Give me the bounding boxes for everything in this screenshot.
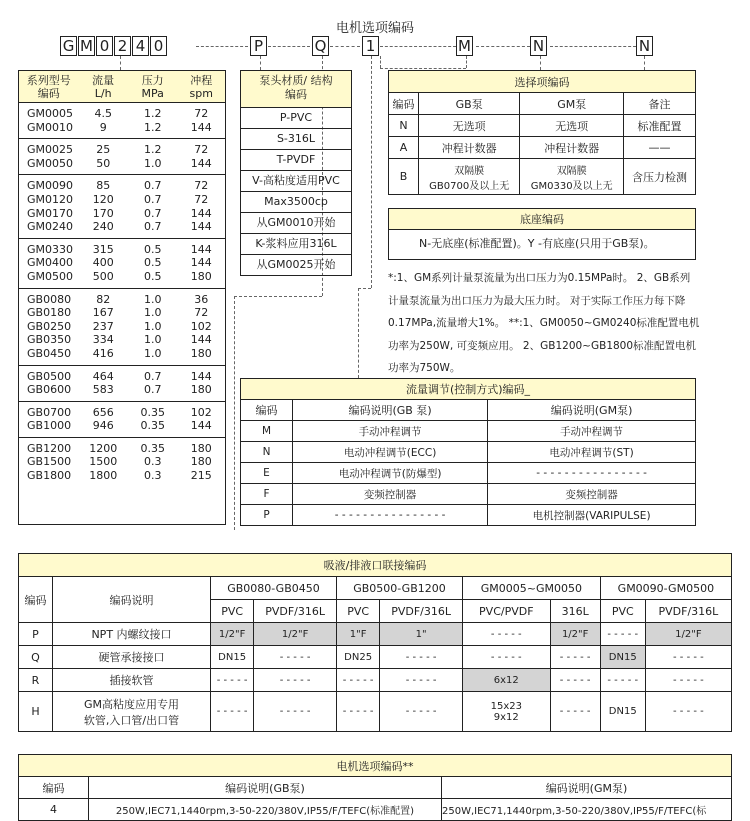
material-header-sub: 编码 xyxy=(285,88,307,101)
flow-cell: 电动冲程调节(ST) xyxy=(488,442,696,463)
series-cell: GM0010 xyxy=(27,120,74,134)
flow-cell: N xyxy=(241,442,293,463)
series-cell: 400 xyxy=(92,256,114,270)
series-row xyxy=(19,220,225,234)
suction-cell: - - - - - xyxy=(600,669,645,692)
material-header xyxy=(240,70,352,108)
suction-row-desc: 插接软管 xyxy=(53,669,211,692)
material-item: T-PVDF xyxy=(240,150,352,171)
series-cell: 416 xyxy=(92,346,114,360)
base-text: N-无底座(标准配置)。Y -有底座(只用于GB泵)。 xyxy=(388,230,696,260)
material-item: V-高粘度适用PVC xyxy=(240,171,352,192)
suction-group-2: GM0005~GM0050 xyxy=(463,577,601,600)
suction-cell: 1" xyxy=(380,623,463,646)
material-item: K-浆料应用316L xyxy=(240,234,352,255)
series-cell: 334 xyxy=(92,333,114,347)
series-row xyxy=(19,293,225,307)
code-char-box: N xyxy=(636,36,653,56)
suction-row xyxy=(19,623,732,646)
options-row xyxy=(389,137,696,159)
series-cell: 82 xyxy=(96,292,111,306)
header-series-code-sub: 编码 xyxy=(37,87,60,100)
suction-row xyxy=(19,669,732,692)
series-cell: GB0080 xyxy=(27,292,72,306)
series-cell: 0.7 xyxy=(143,179,162,193)
options-col-code: 编码 xyxy=(389,93,419,115)
options-col-gb: GB泵 xyxy=(419,93,520,115)
suction-row-desc: GM高粘度应用专用 软管,入口管/出口管 xyxy=(53,692,211,732)
suction-cell: - - - - - xyxy=(380,646,463,669)
series-row xyxy=(19,121,225,135)
code-char-box: 4 xyxy=(132,36,149,56)
series-cell: 50 xyxy=(96,156,111,170)
series-cell: 240 xyxy=(92,220,114,234)
series-cell: 0.5 xyxy=(143,256,162,270)
series-cell: 180 xyxy=(190,441,212,455)
series-row xyxy=(19,157,225,171)
flow-row xyxy=(241,421,696,442)
suction-cell: 1"F xyxy=(337,623,380,646)
series-cell: 144 xyxy=(190,333,212,347)
suction-cell: - - - - - xyxy=(254,692,337,732)
material-table xyxy=(240,70,352,276)
flow-col-code: 编码 xyxy=(241,400,293,421)
series-cell: 85 xyxy=(96,179,111,193)
header-pressure: 压力 xyxy=(141,74,164,87)
suction-subheader: PVDF/316L xyxy=(380,600,463,623)
header-stroke: 冲程 xyxy=(190,74,213,87)
series-cell: GM0050 xyxy=(27,156,74,170)
options-col-gm: GM泵 xyxy=(520,93,624,115)
options-row xyxy=(389,159,696,195)
series-cell: 144 xyxy=(190,256,212,270)
motor-row-gm: 250W,IEC71,1440rpm,3-50-220/380V,IP55/F/TEFC(标 xyxy=(442,799,732,821)
code-char-box: N xyxy=(530,36,547,56)
flow-row xyxy=(241,484,696,505)
header-pressure-unit: MPa xyxy=(141,87,164,100)
series-row xyxy=(19,179,225,193)
code-char-box: 0 xyxy=(150,36,167,56)
suction-cell: - - - - - xyxy=(380,669,463,692)
base-title: 底座编码 xyxy=(388,208,696,230)
series-cell: 237 xyxy=(92,319,114,333)
series-cell: GB1000 xyxy=(27,419,72,433)
suction-cell: DN25 xyxy=(337,646,380,669)
series-row xyxy=(19,370,225,384)
suction-cell: 1/2"F xyxy=(645,623,731,646)
suction-cell: 1/2"F xyxy=(254,623,337,646)
motor-row-code: 4 xyxy=(19,799,89,821)
series-row xyxy=(19,143,225,157)
suction-cell: 15x23 9x12 xyxy=(463,692,551,732)
code-char-box: 0 xyxy=(96,36,113,56)
series-row xyxy=(19,442,225,456)
flow-row xyxy=(241,505,696,526)
series-cell: 72 xyxy=(194,143,209,157)
code-char-box: M xyxy=(78,36,95,56)
options-cell: N xyxy=(389,115,419,137)
series-cell: 0.7 xyxy=(143,220,162,234)
material-item: 从GM0010开始 xyxy=(240,213,352,234)
series-cell: GB0700 xyxy=(27,405,72,419)
series-cell: GM0500 xyxy=(27,269,74,283)
suction-cell: - - - - - xyxy=(254,646,337,669)
suction-subheader: PVC/PVDF xyxy=(463,600,551,623)
series-cell: 167 xyxy=(92,306,114,320)
options-cell: —— xyxy=(624,137,696,159)
series-cell: GB0450 xyxy=(27,346,72,360)
series-row xyxy=(19,107,225,121)
suction-subheader: 316L xyxy=(550,600,600,623)
options-cell: 冲程计数器 xyxy=(520,137,624,159)
series-cell: 144 xyxy=(190,120,212,134)
series-cell: GB0350 xyxy=(27,333,72,347)
flow-cell: 电机控制器(VARIPULSE) xyxy=(488,505,696,526)
options-cell: 无选项 xyxy=(419,115,520,137)
suction-cell: DN15 xyxy=(600,692,645,732)
series-cell: 0.7 xyxy=(143,206,162,220)
series-row xyxy=(19,270,225,284)
series-cell: 1.0 xyxy=(143,333,162,347)
series-cell: 0.3 xyxy=(143,469,162,483)
series-cell: 36 xyxy=(194,292,209,306)
motor-col-code: 编码 xyxy=(19,777,89,799)
options-title: 选择项编码 xyxy=(389,71,696,93)
suction-row-code: R xyxy=(19,669,53,692)
suction-row-code: Q xyxy=(19,646,53,669)
series-cell: 1500 xyxy=(89,455,118,469)
series-cell: 9 xyxy=(99,120,107,134)
suction-cell: - - - - - xyxy=(463,646,551,669)
series-cell: 0.7 xyxy=(143,369,162,383)
series-row xyxy=(19,419,225,433)
series-row xyxy=(19,455,225,469)
series-cell: 180 xyxy=(190,455,212,469)
options-cell: 双隔膜 GM0330及以上无 xyxy=(520,159,624,195)
motor-table xyxy=(18,754,732,821)
series-group xyxy=(19,239,225,289)
options-cell: B xyxy=(389,159,419,195)
suction-col-desc: 编码说明 xyxy=(53,577,211,623)
suction-table xyxy=(18,553,732,732)
series-cell: 215 xyxy=(190,469,212,483)
motor-col-gm: 编码说明(GM泵) xyxy=(442,777,732,799)
options-cell: 标准配置 xyxy=(624,115,696,137)
series-cell: GM0090 xyxy=(27,179,74,193)
material-header-title: 泵头材质/ 结构 xyxy=(259,74,333,87)
series-cell: 4.5 xyxy=(94,107,112,120)
series-group xyxy=(19,175,225,238)
series-cell: 315 xyxy=(92,242,114,256)
suction-cell: - - - - - xyxy=(211,692,254,732)
series-cell: 72 xyxy=(194,107,209,120)
options-table xyxy=(388,70,696,195)
series-cell: 102 xyxy=(190,319,212,333)
series-cell: 0.3 xyxy=(143,455,162,469)
series-group xyxy=(19,103,225,139)
series-cell: 170 xyxy=(92,206,114,220)
series-cell: 500 xyxy=(92,269,114,283)
series-row xyxy=(19,243,225,257)
series-cell: 144 xyxy=(190,242,212,256)
flow-cell: 电动冲程调节(ECC) xyxy=(293,442,488,463)
series-cell: 1.0 xyxy=(143,319,162,333)
material-item: 从GM0025开始 xyxy=(240,255,352,276)
base-table xyxy=(388,208,696,260)
flow-cell: P xyxy=(241,505,293,526)
suction-cell: - - - - - xyxy=(380,692,463,732)
series-cell: 180 xyxy=(190,383,212,397)
suction-cell: - - - - - xyxy=(600,623,645,646)
series-cell: 1.0 xyxy=(143,292,162,306)
suction-col-code: 编码 xyxy=(19,577,53,623)
code-char-box: Q xyxy=(312,36,329,56)
suction-cell: - - - - - xyxy=(463,623,551,646)
series-row xyxy=(19,469,225,483)
header-series-code: 系列型号 xyxy=(26,74,71,87)
series-cell: 1.2 xyxy=(143,143,162,157)
series-group xyxy=(19,289,225,366)
series-cell: GB0180 xyxy=(27,306,72,320)
series-table-header xyxy=(19,71,225,103)
flow-cell: M xyxy=(241,421,293,442)
header-flow-unit: L/h xyxy=(94,87,112,100)
code-char-box: M xyxy=(456,36,473,56)
series-cell: 144 xyxy=(190,369,212,383)
series-cell: 72 xyxy=(194,192,209,206)
footnote-text: *:1、GM系列计量泵流量为出口压力为0.15MPa时。 2、GB系列计量泵流量为出口压力为最大压力时。 对于实际工作压力每下降0.17MPa,流量增大1%。 **:1、GM0050~GM0240标准配置电机功率为250W, 可变频应用。 2、GB1200~GB1800标准配置电机功率为750W。 xyxy=(388,272,700,374)
code-char-box: 1 xyxy=(362,36,379,56)
series-cell: GM0120 xyxy=(27,192,74,206)
flow-cell: - - - - - - - - - - - - - - - - xyxy=(488,463,696,484)
options-cell: 冲程计数器 xyxy=(419,137,520,159)
motor-col-gb: 编码说明(GB泵) xyxy=(89,777,442,799)
suction-subheader: PVDF/316L xyxy=(254,600,337,623)
suction-subheader: PVC xyxy=(211,600,254,623)
series-cell: 583 xyxy=(92,383,114,397)
suction-group-0: GB0080-GB0450 xyxy=(211,577,337,600)
series-cell: GB0250 xyxy=(27,319,72,333)
flow-cell: 变频控制器 xyxy=(293,484,488,505)
options-row xyxy=(389,115,696,137)
suction-cell: - - - - - xyxy=(645,669,731,692)
series-cell: GB1800 xyxy=(27,469,72,483)
suction-cell: - - - - - xyxy=(337,692,380,732)
suction-cell: - - - - - xyxy=(645,646,731,669)
series-cell: 144 xyxy=(190,220,212,234)
page-title: 电机选项编码 xyxy=(335,21,414,36)
series-cell: 656 xyxy=(92,405,114,419)
series-cell: 0.7 xyxy=(143,383,162,397)
series-cell: 1.0 xyxy=(143,346,162,360)
series-cell: 0.7 xyxy=(143,192,162,206)
options-cell: 含压力检测 xyxy=(624,159,696,195)
series-cell: 1.2 xyxy=(143,107,162,120)
material-item: S-316L xyxy=(240,129,352,150)
series-cell: 1800 xyxy=(89,469,118,483)
series-row xyxy=(19,383,225,397)
suction-cell: 6x12 xyxy=(463,669,551,692)
code-char-box: P xyxy=(250,36,267,56)
flow-col-gm: 编码说明(GM泵) xyxy=(488,400,696,421)
suction-cell: 1/2"F xyxy=(550,623,600,646)
flow-cell: 变频控制器 xyxy=(488,484,696,505)
series-row xyxy=(19,320,225,334)
series-cell: 144 xyxy=(190,206,212,220)
series-cell: GB0500 xyxy=(27,369,72,383)
series-cell: 1.0 xyxy=(143,306,162,320)
flow-table xyxy=(240,378,696,526)
code-char-box: 2 xyxy=(114,36,131,56)
motor-title: 电机选项编码** xyxy=(19,755,732,777)
suction-row-desc: NPT 内螺纹接口 xyxy=(53,623,211,646)
suction-cell: - - - - - xyxy=(337,669,380,692)
suction-cell: - - - - - xyxy=(550,646,600,669)
suction-group-1: GB0500-GB1200 xyxy=(337,577,463,600)
series-cell: GM0170 xyxy=(27,206,74,220)
motor-row-gb: 250W,IEC71,1440rpm,3-50-220/380V,IP55/F/TEFC(标准配置) xyxy=(89,799,442,821)
series-group xyxy=(19,366,225,402)
flow-col-gb: 编码说明(GB 泵) xyxy=(293,400,488,421)
series-cell: 0.35 xyxy=(140,405,165,419)
flow-row xyxy=(241,442,696,463)
suction-cell: - - - - - xyxy=(550,692,600,732)
series-cell: 120 xyxy=(92,192,114,206)
series-group xyxy=(19,438,225,487)
flow-cell: 手动冲程调节 xyxy=(293,421,488,442)
options-cell: 双隔膜 GB0700及以上无 xyxy=(419,159,520,195)
suction-row-code: P xyxy=(19,623,53,646)
series-cell: GM0330 xyxy=(27,242,74,256)
material-item: P-PVC xyxy=(240,108,352,129)
series-cell: GM0005 xyxy=(27,107,74,120)
series-cell: 180 xyxy=(190,269,212,283)
flow-cell: 电动冲程调节(防爆型) xyxy=(293,463,488,484)
suction-cell: - - - - - xyxy=(645,692,731,732)
series-cell: GM0240 xyxy=(27,220,74,234)
series-row xyxy=(19,306,225,320)
series-cell: GB0600 xyxy=(27,383,72,397)
series-cell: 102 xyxy=(190,405,212,419)
material-item: Max3500cp xyxy=(240,192,352,213)
suction-row-desc: 硬管承接接口 xyxy=(53,646,211,669)
series-group xyxy=(19,139,225,175)
series-cell: 1.0 xyxy=(143,156,162,170)
flow-row xyxy=(241,463,696,484)
suction-subheader: PVC xyxy=(337,600,380,623)
series-cell: 0.5 xyxy=(143,242,162,256)
series-cell: 1.2 xyxy=(143,120,162,134)
suction-group-3: GM0090-GM0500 xyxy=(600,577,731,600)
options-cell: 无选项 xyxy=(520,115,624,137)
suction-title: 吸液/排液口联接编码 xyxy=(19,554,732,577)
suction-cell: - - - - - xyxy=(211,669,254,692)
flow-cell: F xyxy=(241,484,293,505)
options-col-note: 备注 xyxy=(624,93,696,115)
flow-title: 流量调节(控制方式)编码_ xyxy=(241,379,696,400)
series-cell: GM0025 xyxy=(27,143,74,157)
options-cell: A xyxy=(389,137,419,159)
series-cell: 1200 xyxy=(89,441,118,455)
series-row xyxy=(19,347,225,361)
series-cell: GM0400 xyxy=(27,256,74,270)
flow-cell: E xyxy=(241,463,293,484)
suction-cell: 1/2"F xyxy=(211,623,254,646)
series-cell: 180 xyxy=(190,346,212,360)
suction-cell: - - - - - xyxy=(254,669,337,692)
suction-subheader: PVC xyxy=(600,600,645,623)
suction-row xyxy=(19,692,732,732)
series-cell: 946 xyxy=(92,419,114,433)
code-char-box: G xyxy=(60,36,77,56)
series-row xyxy=(19,193,225,207)
series-group xyxy=(19,402,225,438)
header-flow: 流量 xyxy=(92,74,115,87)
series-table xyxy=(18,70,226,525)
series-cell: 144 xyxy=(190,156,212,170)
suction-row xyxy=(19,646,732,669)
series-row xyxy=(19,207,225,221)
suction-cell: DN15 xyxy=(211,646,254,669)
suction-cell: DN15 xyxy=(600,646,645,669)
series-cell: 0.35 xyxy=(140,419,165,433)
series-row xyxy=(19,333,225,347)
suction-subheader: PVDF/316L xyxy=(645,600,731,623)
series-cell: 72 xyxy=(194,306,209,320)
flow-cell: 手动冲程调节 xyxy=(488,421,696,442)
series-cell: 0.35 xyxy=(140,441,165,455)
series-cell: GB1200 xyxy=(27,441,72,455)
series-cell: 72 xyxy=(194,179,209,193)
flow-cell: - - - - - - - - - - - - - - - - xyxy=(293,505,488,526)
series-cell: 144 xyxy=(190,419,212,433)
series-cell: 0.5 xyxy=(143,269,162,283)
series-row xyxy=(19,406,225,420)
series-cell: 25 xyxy=(96,143,111,157)
header-stroke-unit: spm xyxy=(189,87,213,100)
series-row xyxy=(19,256,225,270)
suction-cell: - - - - - xyxy=(550,669,600,692)
series-cell: 464 xyxy=(92,369,114,383)
suction-row-code: H xyxy=(19,692,53,732)
series-cell: GB1500 xyxy=(27,455,72,469)
